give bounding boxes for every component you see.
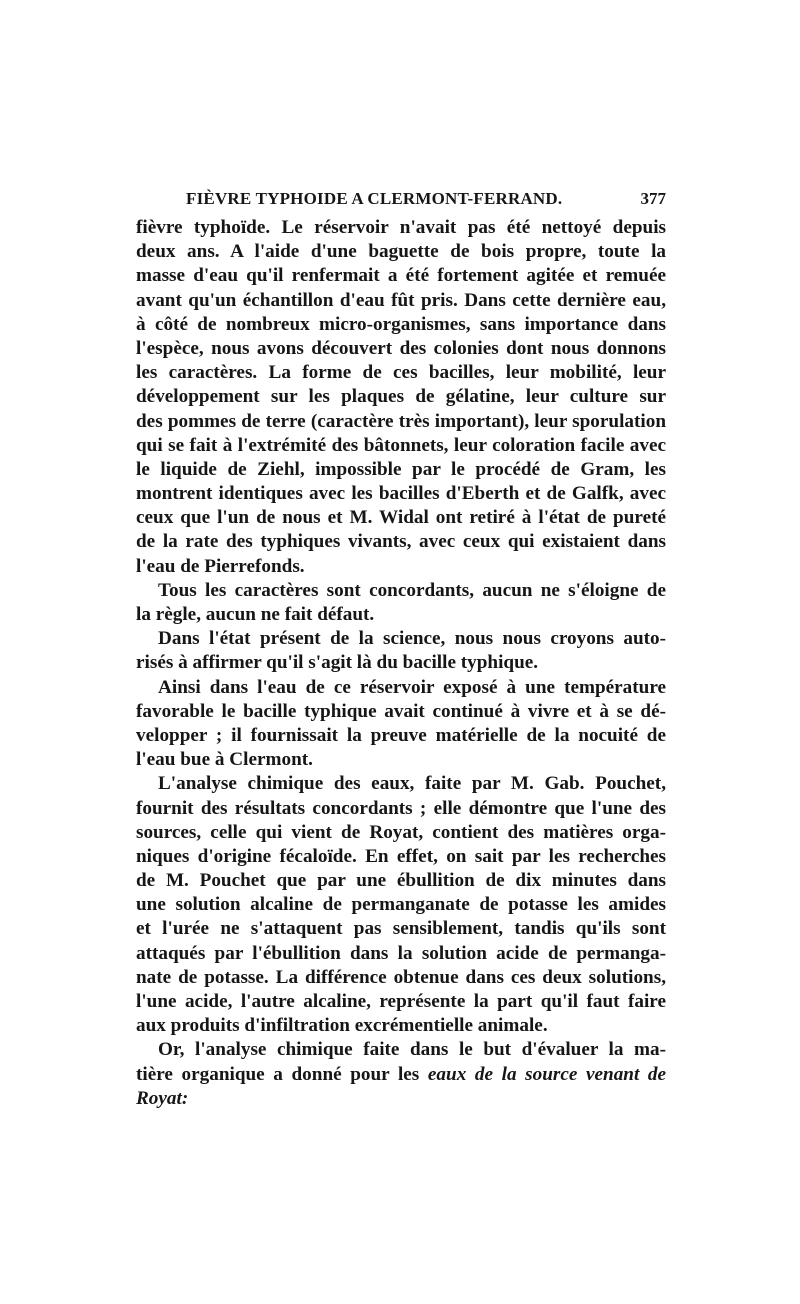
text-line: Or, l'analyse chimique faite dans le but d'évaluer la ma- <box>158 1039 666 1061</box>
paragraph-1 <box>136 216 666 579</box>
paragraph-4 <box>136 676 666 773</box>
text-line: deux ans. A l'aide d'une baguette de bois propre, toute la <box>136 241 666 263</box>
page-number: 377 <box>640 189 666 208</box>
text-line: l'eau bue à Clermont. <box>136 749 313 771</box>
text-line: le liquide de Ziehl, impossible par le procédé de Gram, les <box>136 458 666 480</box>
text-line: de la rate des typhiques vivants, avec ceux qui existaient dans <box>136 531 666 553</box>
body-text <box>136 216 666 1111</box>
text-line: les caractères. La forme de ces bacilles, leur mobilité, leur <box>136 362 666 384</box>
text-line: masse d'eau qu'il renfermait a été fortement agitée et remuée <box>136 265 666 287</box>
text-line: avant qu'un échantillon d'eau fût pris. Dans cette dernière eau, <box>136 289 666 311</box>
text-line: Dans l'état présent de la science, nous nous croyons auto- <box>158 628 666 650</box>
text-line: L'analyse chimique des eaux, faite par M. Gab. Pouchet, <box>158 773 666 795</box>
text-line: l'une acide, l'autre alcaline, représente la part qu'il faut faire <box>136 991 666 1012</box>
text-line: velopper ; il fournissait la preuve matérielle de la nocuité de <box>136 724 666 746</box>
text-line: à côté de nombreux micro-organismes, sans importance dans <box>136 313 666 335</box>
text-line: ceux que l'un de nous et M. Widal ont retiré à l'état de pureté <box>136 507 666 529</box>
text-line: fournit des résultats concordants ; elle démontre que l'une des <box>136 797 666 819</box>
text-line: une solution alcaline de permanganate de potasse les amides <box>136 894 666 916</box>
text-line: nate de potasse. La différence obtenue dans ces deux solutions, <box>136 966 666 988</box>
running-title: FIÈVRE TYPHOIDE A CLERMONT-FERRAND. <box>186 189 563 208</box>
text-line: de M. Pouchet que par une ébullition de dix minutes dans <box>136 870 666 892</box>
text-line: attaqués par l'ébullition dans la solution acide de permanga- <box>136 942 666 964</box>
text-line: fièvre typhoïde. Le réservoir n'avait pas été nettoyé depuis <box>136 217 666 238</box>
text-line: l'espèce, nous avons découvert des colonies dont nous donnons <box>136 337 666 359</box>
text-line: aux produits d'infiltration excrémentielle animale. <box>136 1015 548 1037</box>
text-line: Tous les caractères sont concordants, aucun ne s'éloigne de <box>158 579 666 601</box>
page-header <box>136 189 666 213</box>
emphasized-text: eaux de la source venant de <box>427 1063 667 1085</box>
text-line: Ainsi dans l'eau de ce réservoir exposé à une température <box>158 676 666 698</box>
paragraph-6 <box>136 1038 666 1111</box>
text-line: l'eau de Pierrefonds. <box>136 555 305 577</box>
text-run: tière organique a donné pour les <box>136 1063 420 1085</box>
text-line: des pommes de terre (caractère très important), leur sporulation <box>136 410 666 432</box>
text-line: sources, celle qui vient de Royat, contient des matières orga- <box>136 821 666 843</box>
text-line: développement sur les plaques de gélatine, leur culture sur <box>136 386 666 408</box>
text-line: qui se fait à l'extrémité des bâtonnets, leur coloration facile avec <box>136 434 666 456</box>
text-line: risés à affirmer qu'il s'agit là du bacille typhique. <box>136 652 539 674</box>
text-line-with-emphasis <box>136 1063 666 1087</box>
emphasized-text-line: Royat: <box>136 1087 189 1109</box>
text-line: favorable le bacille typhique avait continué à vivre et à se dé- <box>136 700 666 722</box>
paragraph-3 <box>136 627 666 675</box>
paragraph-5 <box>136 772 666 1038</box>
text-line: niques d'origine fécaloïde. En effet, on sait par les recherches <box>136 845 666 867</box>
text-line: la règle, aucun ne fait défaut. <box>136 604 375 625</box>
text-line: montrent identiques avec les bacilles d'Eberth et de Galfk, avec <box>136 483 666 505</box>
paragraph-2 <box>136 579 666 627</box>
text-line: et l'urée ne s'attaquent pas sensiblement, tandis qu'ils sont <box>136 918 666 940</box>
